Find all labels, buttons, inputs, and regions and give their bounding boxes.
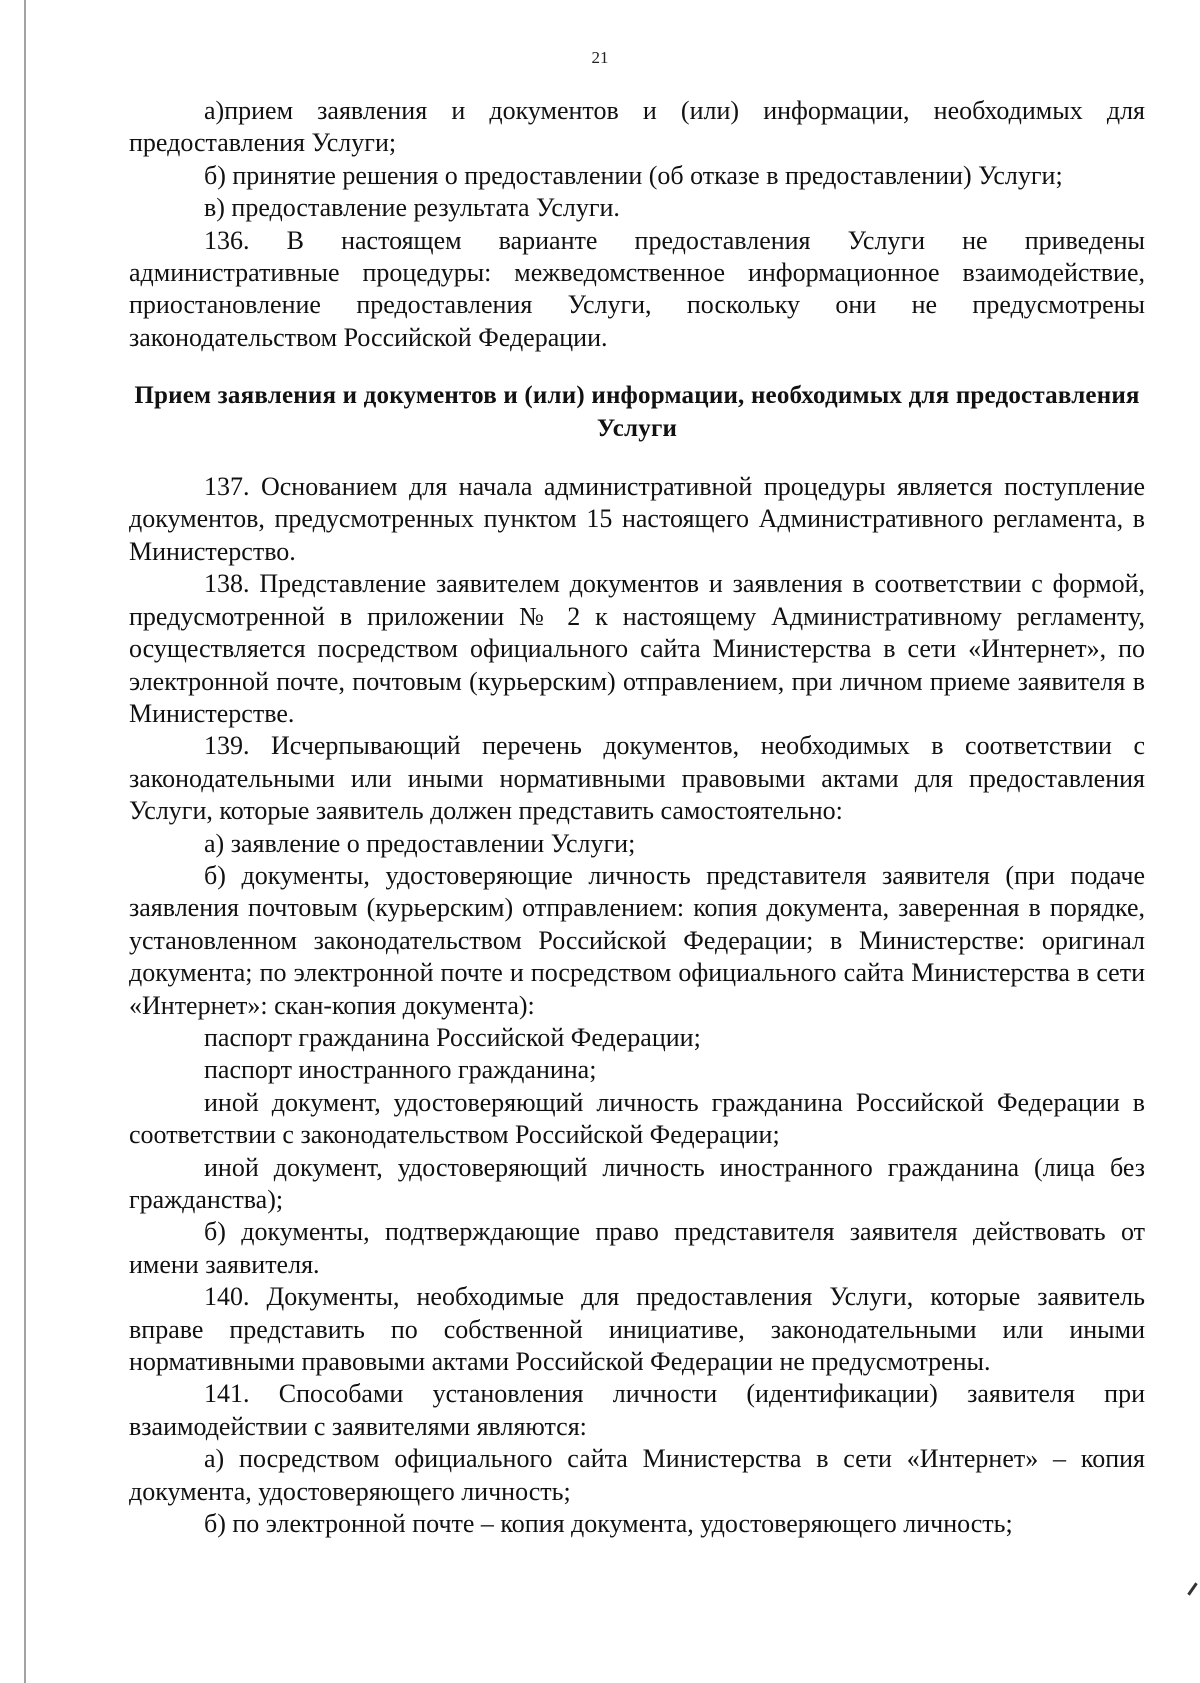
page-number: 21 xyxy=(591,48,609,67)
paragraph-139: 139. Исчерпывающий перечень документов, необходимых в соответствии с законодательными или иными нормативными правовыми актами для предоставления Услуги, которые заявитель должен представить самостоятельно: xyxy=(129,731,1145,826)
list-item-website-copy: а) посредством официального сайта Министерства в сети «Интернет» – копия документа, удостоверяющего личность; xyxy=(129,1444,1145,1506)
paragraph-136: 136. В настоящем варианте предоставления Услуги не приведены административные процедуры: межведомственное информационное взаимодействие, приостановление предоставления Услуги, поскольку они не предусмотрены законодательством Российской Федерации. xyxy=(129,225,1145,352)
list-item-passport-citizen: паспорт гражданина Российской Федерации; xyxy=(204,1022,701,1052)
paragraph-a-receipt: а)прием заявления и документов и (или) информации, необходимых для предоставления Услуги; xyxy=(129,96,1145,158)
paragraph-b-decision: б) принятие решения о предоставлении (об отказе в предоставлении) Услуги; xyxy=(204,160,1063,190)
paragraph-137: 137. Основанием для начала административной процедуры является поступление документов, предусмотренных пунктом 15 настоящего Административного регламента, в Министерство. xyxy=(129,472,1145,566)
section-heading: Прием заявления и документов и (или) информации, необходимых для предоставления Услуги xyxy=(134,382,1140,442)
paragraph-v-result: в) предоставление результата Услуги. xyxy=(204,193,620,223)
document-body xyxy=(129,95,1145,1540)
list-item-other-doc-citizen: иной документ, удостоверяющий личность гражданина Российской Федерации в соответствии с законодательством Российской Федерации; xyxy=(129,1087,1145,1150)
paragraph-140: 140. Документы, необходимые для предоставления Услуги, которые заявитель вправе представить по собственной инициативе, законодательными или иными нормативными правовыми актами Российской Федерации не предусмотрены. xyxy=(129,1282,1145,1377)
scan-mark xyxy=(1187,1582,1197,1595)
scan-edge-line xyxy=(24,0,26,1683)
list-item-authority-documents: б) документы, подтверждающие право представителя заявителя действовать от имени заявителя. xyxy=(129,1217,1145,1279)
list-item-passport-foreign: паспорт иностранного гражданина; xyxy=(204,1055,597,1085)
list-item-identity-documents: б) документы, удостоверяющие личность представителя заявителя (при подаче заявления почтовым (курьерским) отправлением: копия документа, заверенная в порядке, установленном законодательством Российской Федерации; в Министерстве: оригинал документа; по электронной почте и посредством официального сайта Министерства в сети «Интернет»: скан-копия документа): xyxy=(129,860,1145,1020)
list-item-email-copy: б) по электронной почте – копия документа, удостоверяющего личность; xyxy=(204,1509,1013,1539)
list-item-other-doc-foreign: иной документ, удостоверяющий личность иностранного гражданина (лица без гражданства); xyxy=(129,1152,1145,1214)
paragraph-138: 138. Представление заявителем документов и заявления в соответствии с формой, предусмотренной в приложении № 2 к настоящему Административному регламенту, осуществляется посредством официального сайта Министерства в сети «Интернет», по электронной почте, почтовым (курьерским) отправлением, при личном приеме заявителя в Министерстве. xyxy=(129,569,1145,728)
paragraph-141: 141. Способами установления личности (идентификации) заявителя при взаимодействии с заявителями являются: xyxy=(129,1379,1145,1441)
list-item-application: а) заявление о предоставлении Услуги; xyxy=(204,828,636,858)
